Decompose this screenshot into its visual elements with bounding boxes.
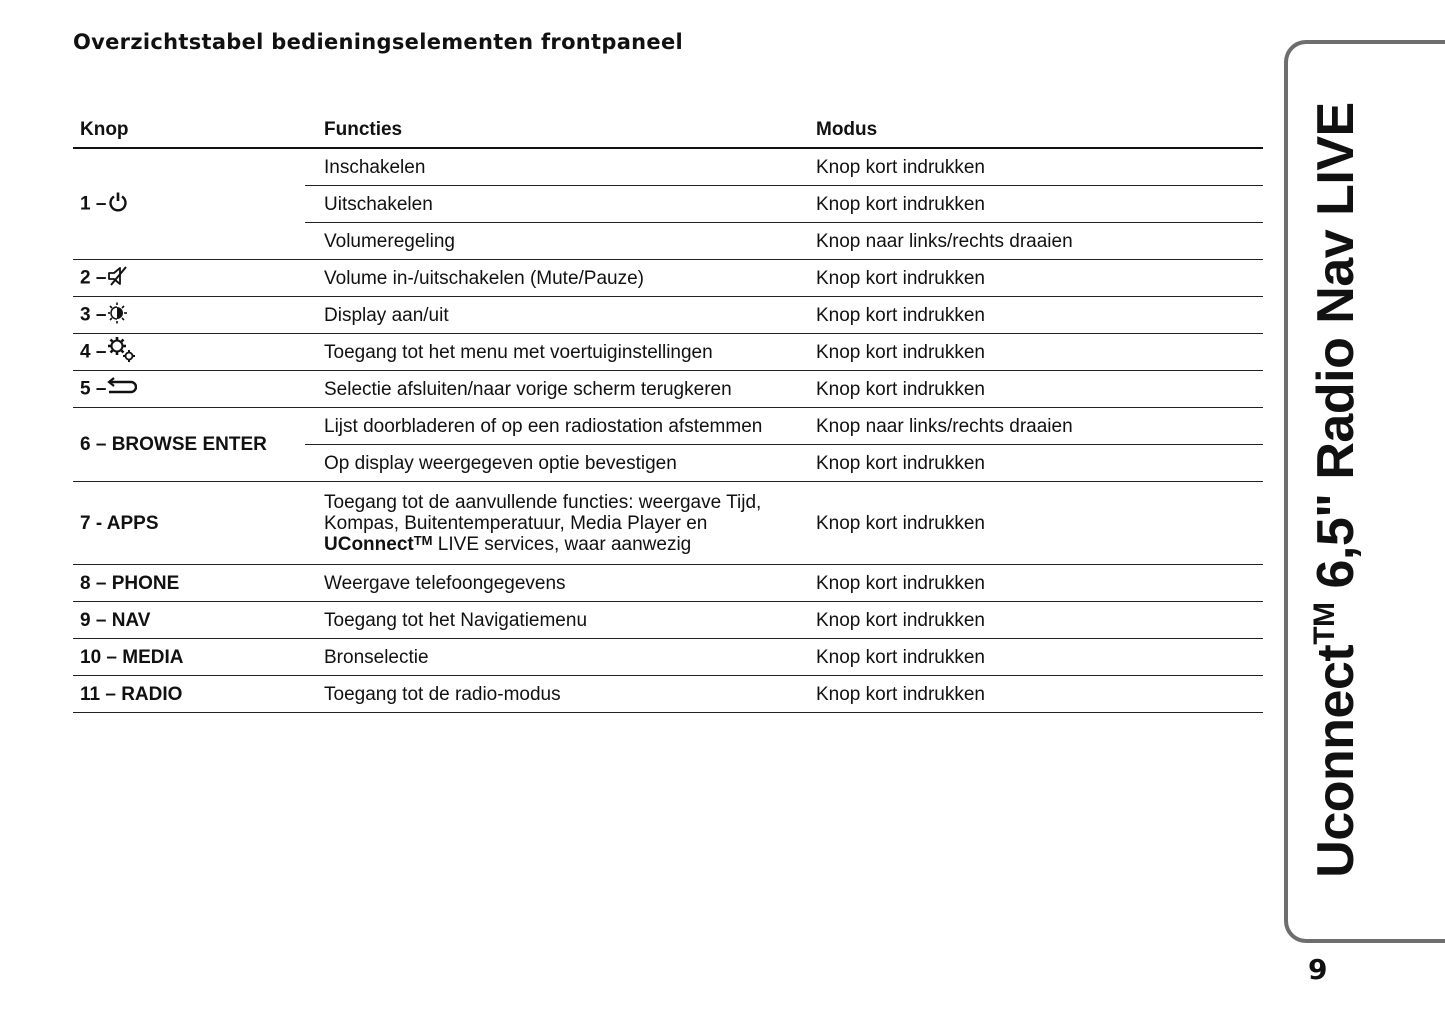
function-cell: Lijst doorbladeren of op een radiostation afstemmen <box>305 408 797 445</box>
col-header-functies: Functies <box>305 110 797 148</box>
knop-label: 4 – <box>80 341 107 363</box>
function-cell: Volume in-/uitschakelen (Mute/Pauze) <box>305 260 797 297</box>
mode-cell: Knop kort indrukken <box>797 186 1263 223</box>
knop-cell: 6 – BROWSE ENTER <box>73 408 305 482</box>
table-row <box>73 565 1263 602</box>
function-cell: Uitschakelen <box>305 186 797 223</box>
brand-name: UConnect <box>324 533 414 555</box>
mode-cell: Knop kort indrukken <box>797 565 1263 602</box>
mode-cell: Knop kort indrukken <box>797 297 1263 334</box>
mode-cell: Knop kort indrukken <box>797 371 1263 408</box>
table-row <box>73 639 1263 676</box>
col-header-knop: Knop <box>73 110 305 148</box>
mode-cell: Knop kort indrukken <box>797 260 1263 297</box>
knop-cell: 8 – PHONE <box>73 565 305 602</box>
function-cell <box>305 482 797 565</box>
function-line-rest: LIVE services, waar aanwezig <box>432 533 692 555</box>
function-line: Kompas, Buitentemperatuur, Media Player en <box>324 512 708 534</box>
mode-cell: Knop kort indrukken <box>797 334 1263 371</box>
function-cell: Toegang tot het Navigatiemenu <box>305 602 797 639</box>
table-row <box>73 334 1263 371</box>
knop-label: 5 – <box>80 378 107 400</box>
function-line <box>324 534 790 555</box>
table-row <box>73 148 1263 186</box>
function-cell: Display aan/uit <box>305 297 797 334</box>
knop-cell <box>73 260 305 297</box>
mode-cell: Knop naar links/rechts draaien <box>797 223 1263 260</box>
table-row <box>73 260 1263 297</box>
settings-gears-icon <box>107 336 137 369</box>
knop-cell: 11 – RADIO <box>73 676 305 713</box>
chapter-title-suffix: 6,5" Radio Nav LIVE <box>1307 102 1365 603</box>
knop-label: 3 – <box>80 304 107 326</box>
function-cell: Weergave telefoongegevens <box>305 565 797 602</box>
knop-cell <box>73 334 305 371</box>
function-cell: Volumeregeling <box>305 223 797 260</box>
mute-icon <box>107 265 129 292</box>
knop-cell: 10 – MEDIA <box>73 639 305 676</box>
table-row <box>73 297 1263 334</box>
function-cell: Inschakelen <box>305 148 797 186</box>
table-row <box>73 676 1263 713</box>
mode-cell: Knop kort indrukken <box>797 482 1263 565</box>
function-cell: Op display weergegeven optie bevestigen <box>305 445 797 482</box>
page-number: 9 <box>1308 953 1328 986</box>
function-cell: Toegang tot de radio-modus <box>305 676 797 713</box>
mode-cell: Knop kort indrukken <box>797 148 1263 186</box>
knop-cell <box>73 148 305 260</box>
knop-cell: 7 - APPS <box>73 482 305 565</box>
table-row <box>73 408 1263 445</box>
function-line: Toegang tot de aanvullende functies: weergave Tijd, <box>324 491 762 513</box>
mode-cell: Knop kort indrukken <box>797 639 1263 676</box>
chapter-title-prefix: Uconnect <box>1307 644 1365 878</box>
display-brightness-icon <box>107 302 129 329</box>
table-row <box>73 482 1263 565</box>
function-cell: Bronselectie <box>305 639 797 676</box>
trademark-mark: TM <box>413 532 433 548</box>
knop-label: 1 – <box>80 193 107 215</box>
function-cell: Toegang tot het menu met voertuiginstellingen <box>305 334 797 371</box>
back-arrow-icon <box>107 377 137 402</box>
knop-cell <box>73 371 305 408</box>
mode-cell: Knop kort indrukken <box>797 445 1263 482</box>
knop-label: 2 – <box>80 267 107 289</box>
col-header-modus: Modus <box>797 110 1263 148</box>
page-heading: Overzichtstabel bedieningselementen frontpaneel <box>73 30 684 54</box>
table-row <box>73 371 1263 408</box>
mode-cell: Knop naar links/rechts draaien <box>797 408 1263 445</box>
knop-cell: 9 – NAV <box>73 602 305 639</box>
table-header-row <box>73 110 1263 148</box>
chapter-title-tm: TM <box>1308 602 1341 645</box>
mode-cell: Knop kort indrukken <box>797 602 1263 639</box>
table-row <box>73 602 1263 639</box>
mode-cell: Knop kort indrukken <box>797 676 1263 713</box>
chapter-title <box>1306 102 1366 877</box>
knop-cell <box>73 297 305 334</box>
power-icon <box>107 191 129 218</box>
controls-table <box>73 110 1263 713</box>
function-cell: Selectie afsluiten/naar vorige scherm terugkeren <box>305 371 797 408</box>
